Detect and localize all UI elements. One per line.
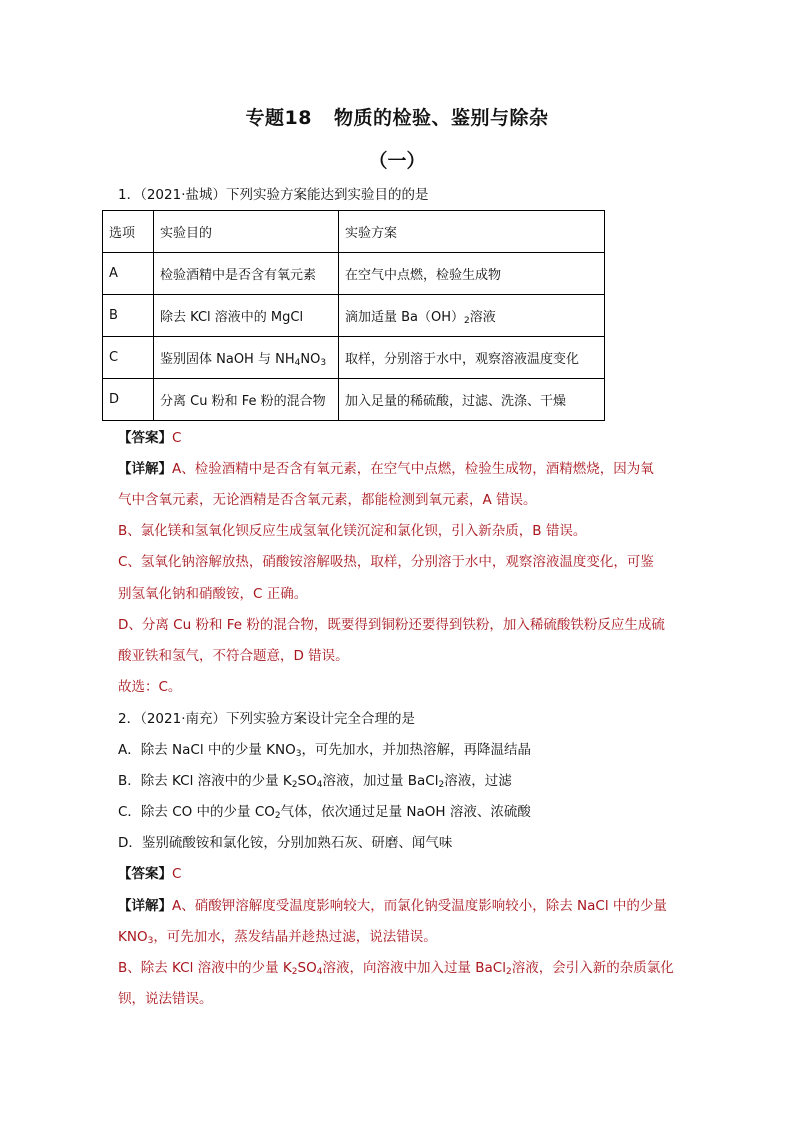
option-letter: D — [103, 379, 154, 421]
option-goal: 分离 Cu 粉和 Fe 粉的混合物 — [154, 379, 339, 421]
table-row — [103, 253, 605, 295]
option-goal: 除去 KCl 溶液中的 MgCl — [154, 295, 339, 337]
q2-explain-line: 【详解】A、硝酸钾溶解度受温度影响较大，而氯化钠受温度影响较小，除去 NaCl 中的少量 — [118, 898, 667, 914]
q2-answer: 【答案】C — [118, 866, 182, 882]
option-plan: 在空气中点燃，检验生成物 — [339, 253, 605, 295]
table-row — [103, 295, 605, 337]
q2-option-d: D．鉴别硫酸铵和氯化铵，分别加熟石灰、研磨、闻气味 — [118, 835, 453, 851]
q1-explain-line: 酸亚铁和氢气，不符合题意，D 错误。 — [118, 648, 349, 664]
option-letter: A — [103, 253, 154, 295]
q1-explain-line: 别氢氧化钠和硝酸铵，C 正确。 — [118, 586, 308, 602]
table-header-cell: 实验目的 — [154, 211, 339, 253]
page-subtitle: （一） — [368, 150, 426, 172]
page-title — [0, 103, 794, 130]
q2-option-a: A．除去 NaCl 中的少量 $KNO_3$，可先加水，并加热溶解，再降温结晶 — [118, 742, 531, 759]
table-header-cell: 选项 — [103, 211, 154, 253]
option-letter: B — [103, 295, 154, 337]
table-row — [103, 337, 605, 379]
q1-explain-line: B、氯化镁和氢氧化钡反应生成氢氧化镁沉淀和氯化钡，引入新杂质，B 错误。 — [118, 523, 587, 539]
table-row — [103, 379, 605, 421]
q1-explain-line: C、氢氧化钠溶解放热，硝酸铵溶解吸热，取样，分别溶于水中，观察溶液温度变化，可鉴 — [118, 554, 654, 570]
option-letter: C — [103, 337, 154, 379]
q2-explain-line: $KNO_3$，可先加水，蒸发结晶并趁热过滤，说法错误。 — [118, 929, 437, 946]
q1-explain-line: D、分离 Cu 粉和 Fe 粉的混合物，既要得到铜粉还要得到铁粉，加入稀硫酸铁粉反应生成硫 — [118, 617, 665, 633]
q1-answer: 【答案】C — [118, 430, 182, 446]
q2-explain-line: B、除去 KCl 溶液中的少量 $K_2SO_4$溶液，向溶液中加入过量 BaCl$_2$溶液，会引入新的杂质氯化 — [118, 960, 674, 977]
title-text: 物质的检验、鉴别与除杂 — [333, 107, 549, 129]
q1-conclusion: 故选：C。 — [118, 679, 182, 695]
table-header-cell: 实验方案 — [339, 211, 605, 253]
q2-explain-line: 钡，说法错误。 — [118, 991, 213, 1007]
option-goal: 鉴别固体 NaOH 与 $NH_4NO_3$ — [154, 337, 339, 379]
option-plan: 取样，分别溶于水中，观察溶液温度变化 — [339, 337, 605, 379]
option-goal: 检验酒精中是否含有氧元素 — [154, 253, 339, 295]
q2-option-c: C．除去 CO 中的少量 $CO_2$气体，依次通过足量 NaOH 溶液、浓硫酸 — [118, 804, 531, 821]
q1-explain-line: 气中含氧元素，无论酒精是否含氧元素，都能检测到氧元素，A 错误。 — [118, 492, 537, 508]
q2-stem: 2．（2021·南充）下列实验方案设计完全合理的是 — [118, 711, 415, 727]
q1-options-table — [102, 210, 605, 421]
option-plan: 滴加适量 $Ba(OH)_2$溶液 — [339, 295, 605, 337]
title-prefix: 专题18 — [245, 107, 312, 129]
option-plan: 加入足量的稀硫酸，过滤、洗涤、干燥 — [339, 379, 605, 421]
table-header-row — [103, 211, 605, 253]
q1-stem: 1．（2021·盐城）下列实验方案能达到实验目的的是 — [118, 187, 429, 203]
q2-option-b: B．除去 KCl 溶液中的少量 $K_2SO_4$溶液，加过量 BaCl$_2$溶液，过滤 — [118, 773, 512, 790]
q1-explain-line: 【详解】A、检验酒精中是否含有氧元素，在空气中点燃，检验生成物，酒精燃烧，因为氧 — [118, 461, 654, 477]
